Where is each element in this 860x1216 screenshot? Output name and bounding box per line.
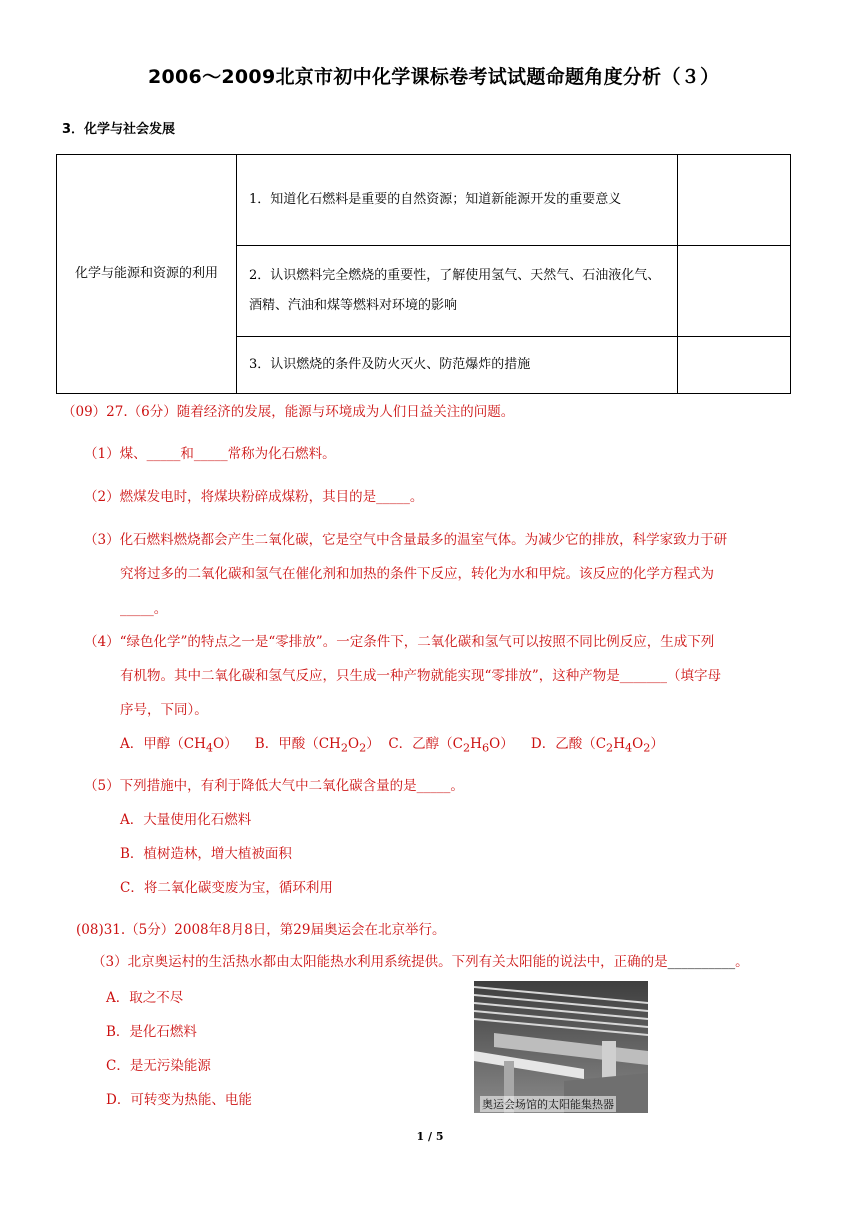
q1-intro: （09）27.（6分）随着经济的发展，能源与环境成为人们日益关注的问题。 bbox=[62, 404, 515, 420]
table-blank-2 bbox=[678, 246, 791, 337]
q1-part5-option-b: B．植树造林，增大植被面积 bbox=[120, 846, 292, 862]
q1-part3-line3: _____。 bbox=[120, 601, 168, 617]
q2-option-c: C．是无污染能源 bbox=[106, 1058, 211, 1074]
table-blank-1 bbox=[678, 155, 791, 246]
option-d: D．乙酸$(C_2H_4O_2)$ bbox=[530, 736, 664, 755]
option-b: B．甲酸$(CH_2O_2)$ bbox=[254, 736, 380, 755]
curriculum-table bbox=[56, 154, 791, 394]
table-row-3: 3．认识燃烧的条件及防火灭火、防范爆炸的措施 bbox=[237, 337, 678, 394]
q1-part3-line1: （3）化石燃料燃烧都会产生二氧化碳，它是空气中含量最多的温室气体。为减少它的排放，科学家致力于研 bbox=[84, 532, 728, 548]
q1-part5: （5）下列措施中，有利于降低大气中二氧化碳含量的是_____。 bbox=[84, 778, 464, 794]
q2-option-b: B．是化石燃料 bbox=[106, 1024, 197, 1040]
option-a: A．甲醇$(CH_4O)$ bbox=[120, 736, 238, 755]
section-heading: 3．化学与社会发展 bbox=[62, 122, 176, 137]
q1-part1: （1）煤、_____和_____常称为化石燃料。 bbox=[84, 446, 336, 462]
table-row-1: 1．知道化石燃料是重要的自然资源；知道新能源开发的重要意义 bbox=[237, 155, 678, 246]
option-c: C．乙醇$(C_2H_6O)$ bbox=[388, 736, 514, 755]
q1-part2: （2）燃煤发电时，将煤块粉碎成煤粉，其目的是_____。 bbox=[84, 489, 424, 505]
q2-option-d: D．可转变为热能、电能 bbox=[106, 1092, 252, 1108]
table-blank-3 bbox=[678, 337, 791, 394]
q2-part3: （3）北京奥运村的生活热水都由太阳能热水利用系统提供。下列有关太阳能的说法中，正确的是__________。 bbox=[92, 954, 749, 970]
solar-collector-illustration bbox=[474, 981, 648, 1113]
photo-caption: 奥运会场馆的太阳能集热器 bbox=[482, 1098, 614, 1111]
q1-part5-option-c: C．将二氧化碳变废为宝，循环利用 bbox=[120, 880, 333, 896]
solar-collector-photo bbox=[474, 981, 648, 1113]
q1-part5-option-a: A．大量使用化石燃料 bbox=[120, 812, 252, 828]
table-category: 化学与能源和资源的利用 bbox=[57, 155, 237, 394]
q1-part3-line2: 究将过多的二氧化碳和氢气在催化剂和加热的条件下反应，转化为水和甲烷。该反应的化学方程式为 bbox=[120, 566, 714, 582]
q1-part4-line3: 序号，下同）。 bbox=[120, 702, 208, 718]
q2-intro: (08)31.（5分）2008年8月8日，第29届奥运会在北京举行。 bbox=[76, 922, 446, 938]
q2-option-a: A．取之不尽 bbox=[106, 990, 184, 1006]
q2-answer-blank: __________ bbox=[667, 954, 736, 970]
page-number: 1 / 5 bbox=[416, 1130, 444, 1143]
q1-part4-options bbox=[120, 732, 664, 755]
page-title: 2006～2009北京市初中化学课标卷考试试题命题角度分析（３） bbox=[148, 66, 720, 88]
table-row-2: 2．认识燃料完全燃烧的重要性，了解使用氢气、天然气、石油液化气、酒精、汽油和煤等燃料对环境的影响 bbox=[237, 246, 678, 337]
q1-part4-line1: （4）“绿色化学”的特点之一是“零排放”。一定条件下，二氧化碳和氢气可以按照不同比例反应，生成下列 bbox=[84, 634, 715, 650]
q1-part4-line2: 有机物。其中二氧化碳和氢气反应，只生成一种产物就能实现“零排放”，这种产物是_______（填字母 bbox=[120, 668, 722, 684]
